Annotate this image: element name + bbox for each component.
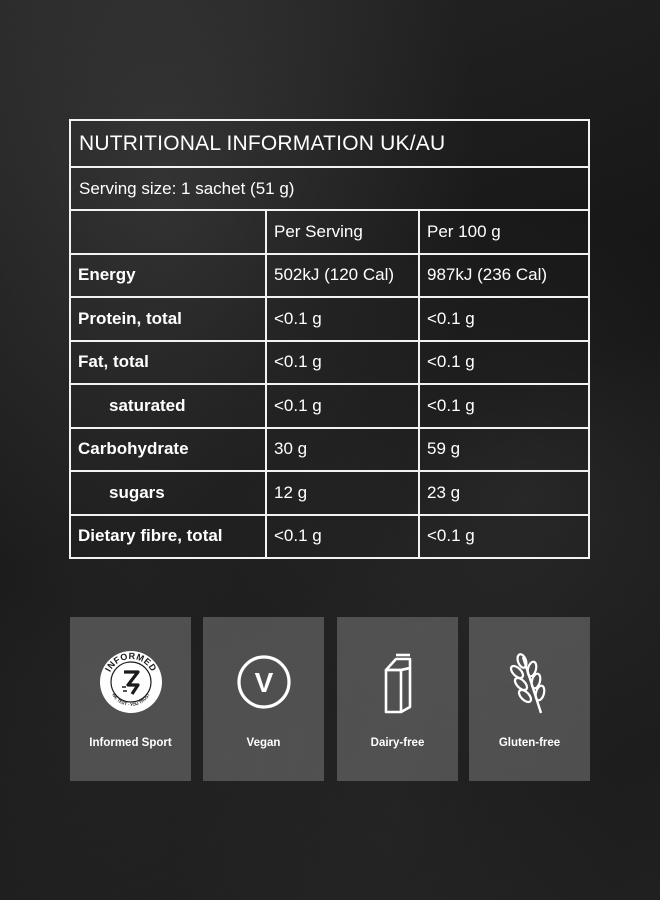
nutrient-label: Fat, total [78, 352, 149, 372]
value-per-serving: <0.1 g [265, 385, 418, 427]
table-row [71, 296, 588, 340]
table-row [71, 470, 588, 514]
value-per-100g: <0.1 g [418, 385, 588, 427]
value-per-100g: <0.1 g [418, 342, 588, 384]
value-per-100g: <0.1 g [418, 516, 588, 558]
value-per-serving: 502kJ (120 Cal) [265, 255, 418, 297]
badge-vegan [203, 617, 324, 781]
panel-title: NUTRITIONAL INFORMATION UK/AU [79, 131, 446, 155]
table-row [71, 427, 588, 471]
value-per-100g: 59 g [418, 429, 588, 471]
informed-logo-tagline: WE TEST · YOU TRUST [110, 692, 151, 708]
badge-label: Vegan [246, 737, 281, 749]
header-cell-per-100g: Per 100 g [418, 211, 588, 253]
value-per-100g: 23 g [418, 472, 588, 514]
table-row [71, 340, 588, 384]
nutrient-label: Dietary fibre, total [78, 526, 223, 546]
serving-size: Serving size: 1 sachet (51 g) [71, 166, 588, 209]
nutrient-label: Energy [78, 265, 136, 285]
informed-logo-text: INFORMED [102, 650, 159, 674]
value-per-serving: <0.1 g [265, 298, 418, 340]
wheat-icon [495, 647, 565, 717]
badge-label: Dairy-free [370, 737, 425, 749]
informed-sport-logo-icon [96, 647, 166, 717]
milk-carton-icon [363, 647, 433, 717]
header-row [71, 209, 588, 253]
value-per-serving: <0.1 g [265, 516, 418, 558]
table-row [71, 253, 588, 297]
nutrient-label: sugars [109, 482, 165, 502]
nutrient-label: Protein, total [78, 308, 182, 328]
badge-informed-sport [70, 617, 191, 781]
header-cell-blank [71, 211, 265, 253]
value-per-serving: <0.1 g [265, 342, 418, 384]
value-per-100g: <0.1 g [418, 298, 588, 340]
badge-label: Informed Sport [89, 737, 172, 749]
nutrient-label: Carbohydrate [78, 439, 189, 459]
value-per-serving: 30 g [265, 429, 418, 471]
badge-dairy-free [337, 617, 458, 781]
badge-gluten-free [469, 617, 590, 781]
value-per-serving: 12 g [265, 472, 418, 514]
vegan-v-icon [229, 647, 299, 717]
vegan-glyph: V [254, 667, 273, 698]
header-cell-per-serving: Per Serving [265, 211, 418, 253]
value-per-100g: 987kJ (236 Cal) [418, 255, 588, 297]
table-row [71, 514, 588, 558]
nutrition-panel [69, 119, 590, 559]
certification-badges [70, 617, 590, 781]
table-row [71, 383, 588, 427]
nutrient-label: saturated [109, 395, 186, 415]
badge-label: Gluten-free [498, 737, 561, 749]
